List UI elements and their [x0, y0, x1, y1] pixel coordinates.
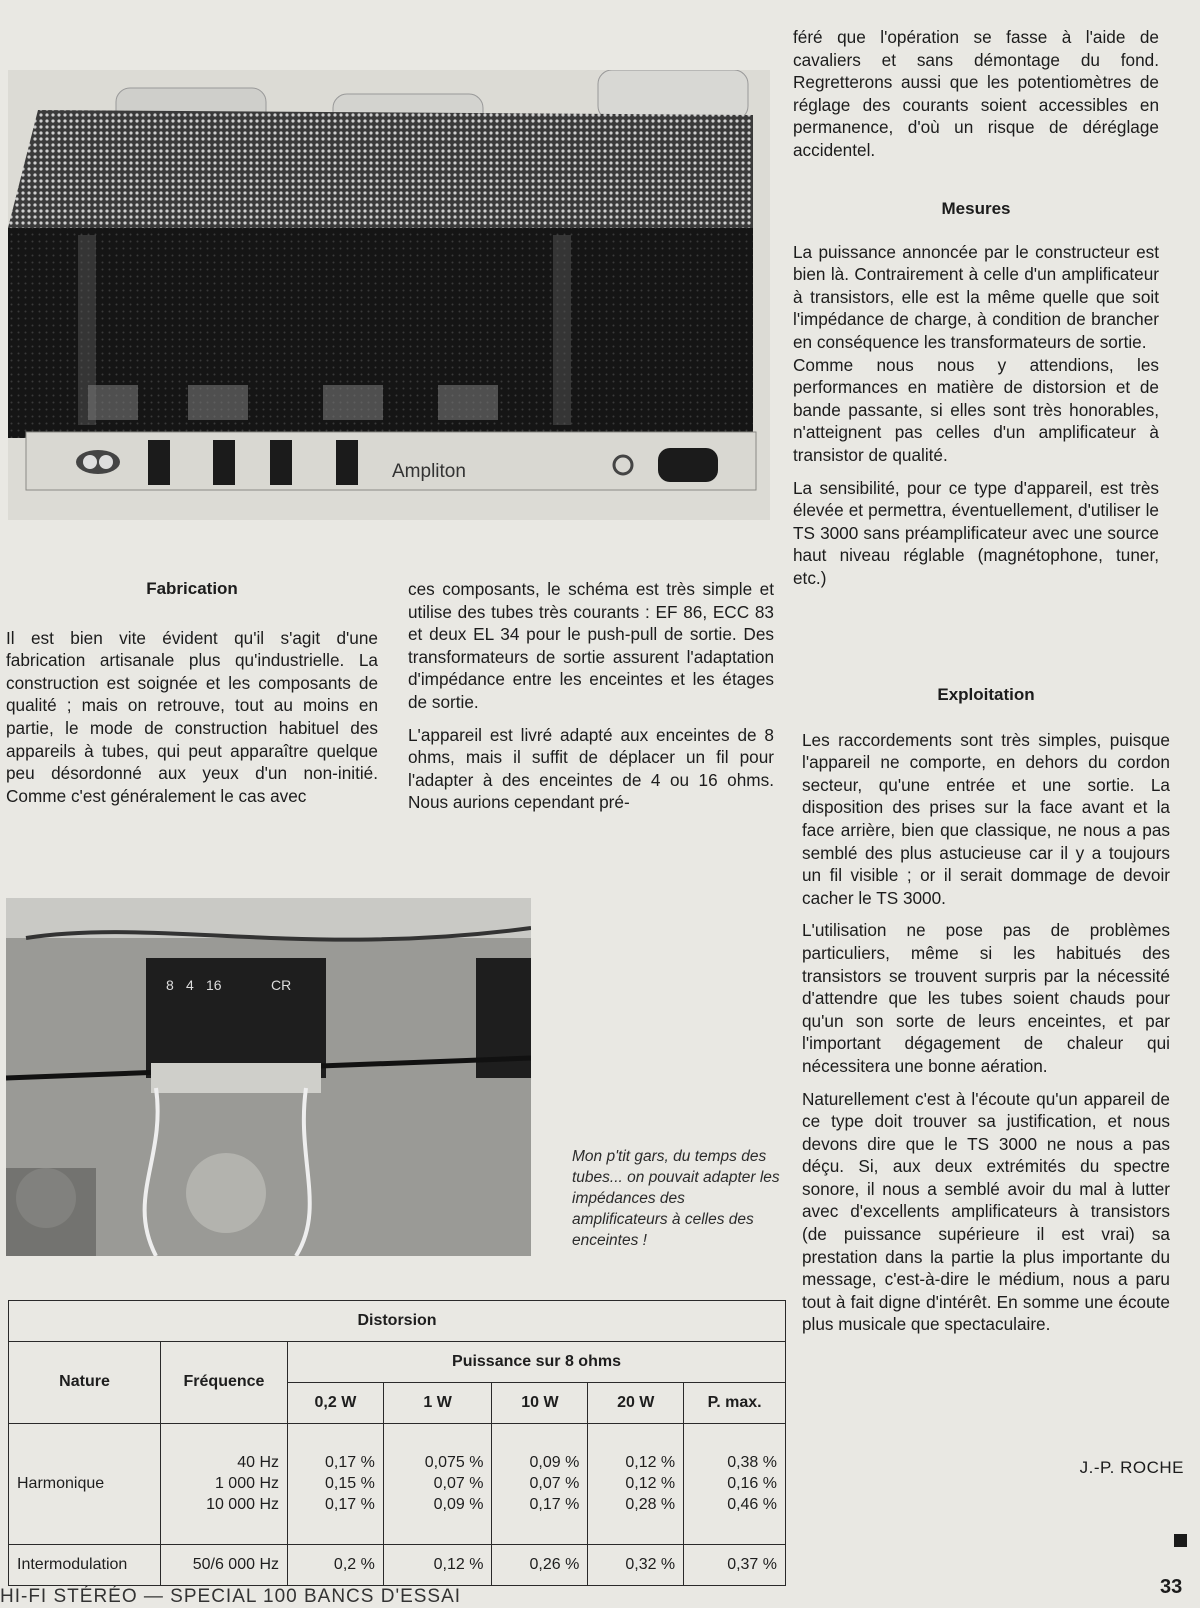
harmonique-pmax — [684, 1423, 786, 1544]
mesures-paragraph-3: La sensibilité, pour ce type d'appareil, est très élevée et permettra, éventuellement, d'utiliser le TS 3000 sans préamplificateur avec une source haut niveau réglable (magnétophone, tuner, etc.) — [793, 477, 1159, 588]
header-power-pmax: P. max. — [684, 1382, 786, 1423]
header-nature: Nature — [9, 1341, 161, 1423]
table-cell: 0,17 % — [325, 1454, 375, 1472]
harmonique-frequencies — [161, 1423, 288, 1544]
harmonique-1w — [383, 1423, 492, 1544]
table-cell: 0,075 % — [424, 1454, 484, 1472]
top-right-column — [793, 26, 1159, 172]
table-row-intermodulation — [9, 1545, 786, 1586]
harmonique-10w — [492, 1423, 588, 1544]
header-power-20w: 20 W — [588, 1382, 684, 1423]
mesures-paragraph-1: La puissance annoncée par le constructeur est bien là. Contrairement à celle d'un amplificateur à transistors, elle est la même quelle que soit l'impédance de charge, à condition de brancher en conséquence les transformateurs de sortie. — [793, 241, 1159, 352]
table-cell: 0,07 % — [529, 1475, 580, 1493]
author-signature: J.-P. ROCHE — [1079, 1458, 1184, 1477]
exploitation-paragraph-1: Les raccordements sont très simples, puisque l'appareil ne comporte, en dehors du cordon secteur, qu'une entrée et une sortie. La disposition des prises sur la face avant et la face arrière, bien que classique, ne nous a pas semblé des plus astucieuse car il y a toujours un fil visible ; or il serait dommage de devoir cacher le TS 3000. — [802, 729, 1170, 908]
intermodulation-frequency: 50/6 000 Hz — [161, 1545, 288, 1586]
table-cell: 0,38 % — [727, 1454, 777, 1472]
header-power-0-2w: 0,2 W — [288, 1382, 384, 1423]
table-cell: 0,12 % — [625, 1454, 676, 1472]
running-footer: HI-FI STÉRÉO — SPECIAL 100 BANCS D'ESSAI — [0, 1586, 462, 1607]
amplifier-photo — [8, 70, 770, 520]
end-of-article-square — [1174, 1534, 1187, 1547]
row-label-harmonique: Harmonique — [9, 1423, 161, 1544]
transformer-mark-16: 16 — [206, 977, 222, 993]
fabrication-paragraph-1: Il est bien vite évident qu'il s'agit d'une fabrication artisanale plus qu'industrielle. La construction est soignée et les composants de qualité ; mais on retrouve, tout au moins en partie, le mode de construction habituel des appareils à tubes, qui peut apparaître quelque peu désordonné aux yeux d'un non-initié. Comme c'est généralement le cas avec — [6, 627, 378, 806]
table-title: Distorsion — [9, 1301, 786, 1342]
table-cell: 0,32 % — [588, 1545, 684, 1586]
table-cell: 0,09 % — [433, 1496, 484, 1514]
table-cell: 0,09 % — [529, 1454, 580, 1472]
exploitation-paragraph-3: Naturellement c'est à l'écoute qu'un appareil de ce type doit trouver sa justification, et nous devons dire que le TS 3000 ne nous a pas déçu. Si, aux deux extrémités du spectre sonore, il nous a semblé avoir du mal à lutter avec d'excellents amplificateurs à transistors (de puissance supérieure il est vrai) sa prestation dans la partie la plus importante du message, c'est-à-dire le médium, nous a paru tout à fait digne d'intérêt. En somme une écoute plus musicale que spectaculaire. — [802, 1088, 1170, 1335]
header-puissance: Puissance sur 8 ohms — [288, 1341, 786, 1382]
internal-wiring-photo — [6, 898, 531, 1256]
freq-1000hz: 1 000 Hz — [214, 1475, 279, 1493]
table-cell: 0,07 % — [433, 1475, 484, 1493]
table-cell: 0,15 % — [325, 1475, 375, 1493]
middle-column — [408, 578, 774, 824]
table-cell: 0,17 % — [325, 1496, 375, 1514]
transformer-mark-8: 8 — [166, 977, 174, 993]
table-cell: 0,28 % — [625, 1496, 676, 1514]
transformer-mark-4: 4 — [186, 977, 194, 993]
table-cell: 0,12 % — [625, 1475, 676, 1493]
fabrication-section — [6, 578, 378, 817]
harmonique-20w — [588, 1423, 684, 1544]
photo-caption: Mon p'tit gars, du temps des tubes... on pouvait adapter les impédances des amplificateurs à celles des enceintes ! — [572, 1148, 780, 1249]
freq-40hz: 40 Hz — [237, 1454, 279, 1472]
exploitation-paragraph-2: L'utilisation ne pose pas de problèmes particuliers, même si les habitués des transistors se trouvent surpris par la nécessité d'attendre que les tubes soient chauds pour qu'un son sorte de leurs enceintes, et par l'important dégagement de chaleur qui nécessitera une bonne aération. — [802, 920, 1170, 1076]
header-power-10w: 10 W — [492, 1382, 588, 1423]
header-power-1w: 1 W — [383, 1382, 492, 1423]
table-cell: 0,16 % — [727, 1475, 777, 1493]
mesures-paragraph-2: Comme nous nous y attendions, les performances en matière de distorsion et de bande passante, si elles sont très honorables, n'atteignent pas celles d'un amplificateur à transistor de qualité. — [793, 354, 1159, 465]
row-label-intermodulation: Intermodulation — [9, 1545, 161, 1586]
middle-paragraph-1: ces composants, le schéma est très simple et utilise des tubes très courants : EF 86, ECC 83 et deux EL 34 pour le push-pull de sortie. Des transformateurs de sortie assurent l'adaptation d'impédance entre les enceintes et les étages de sortie. — [408, 579, 774, 712]
table-cell: 0,2 % — [288, 1545, 384, 1586]
table-cell: 0,46 % — [727, 1496, 777, 1514]
ampliton-logo: Ampliton — [392, 461, 466, 482]
table-cell: 0,26 % — [492, 1545, 588, 1586]
middle-paragraph-2: L'appareil est livré adapté aux enceintes de 8 ohms, mais il suffit de déplacer un fil pour l'adapter à des enceintes de 4 ou 16 ohms. Nous aurions cependant pré- — [408, 724, 774, 813]
fabrication-heading: Fabrication — [146, 579, 238, 598]
table-cell: 0,12 % — [383, 1545, 492, 1586]
top-right-paragraph: féré que l'opération se fasse à l'aide de cavaliers et sans démontage du fond. Regretterons aussi que les potentiomètres de réglage des courants soient accessibles en permanence, d'où un risque de déréglage accidentel. — [793, 27, 1159, 160]
exploitation-section — [802, 684, 1170, 1346]
exploitation-heading: Exploitation — [937, 685, 1035, 704]
mesures-section — [793, 198, 1159, 600]
freq-10000hz: 10 000 Hz — [206, 1496, 279, 1514]
mesures-heading: Mesures — [941, 199, 1011, 218]
table-cell: 0,17 % — [529, 1496, 580, 1514]
table-cell: 0,37 % — [684, 1545, 786, 1586]
amplifier-illustration — [8, 70, 770, 520]
internal-wiring-illustration — [6, 898, 531, 1256]
distortion-table — [8, 1300, 786, 1586]
table-row-harmonique — [9, 1423, 786, 1544]
transformer-mark-cr: CR — [271, 977, 292, 993]
harmonique-0-2w — [288, 1423, 384, 1544]
page-number: 33 — [1160, 1576, 1183, 1598]
header-frequence: Fréquence — [161, 1341, 288, 1423]
